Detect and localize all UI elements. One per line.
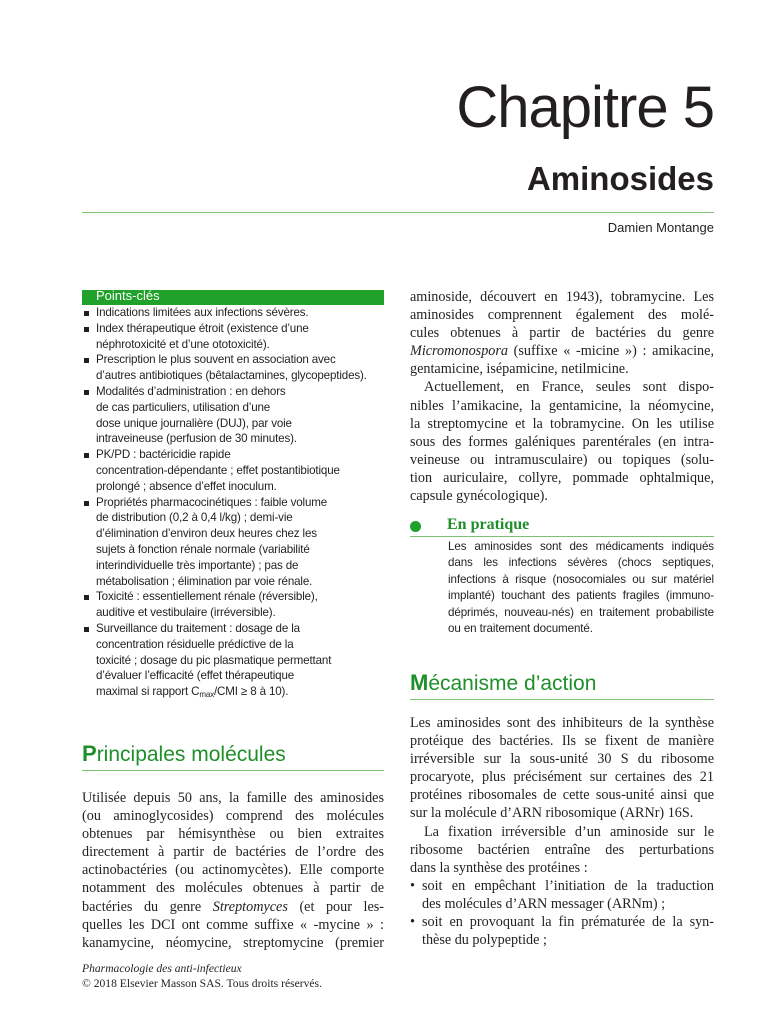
mecanisme-body — [410, 714, 714, 949]
text-line: de distribution (0,2 à 0,4 l/kg) ; demi-vie — [96, 511, 293, 525]
key-point-item — [82, 621, 384, 703]
genus-name: Micromonospora — [410, 343, 508, 360]
section-mecanisme-action — [410, 670, 714, 700]
text-line: infections à risque (nosocomiales ou sur matériel — [448, 572, 714, 586]
text-line: Index thérapeutique étroit (existence d’une — [96, 321, 309, 335]
text-line: kanamycine, néomycine, streptomycine (premier — [82, 934, 384, 951]
text-line — [82, 898, 384, 916]
copyright: © 2018 Elsevier Masson SAS. Tous droits réservés. — [82, 977, 322, 990]
text-line: Modalités d’administration : en dehors — [96, 384, 286, 398]
text-line: dans les infections sévères (chocs septiques, — [448, 556, 714, 570]
text-line: obtenues par hémisynthèse ou bien extraites — [82, 826, 384, 843]
text-line: gentamicine, isépamicine, netilmicine. — [410, 361, 629, 378]
title-rest: rincipales molécules — [96, 743, 286, 766]
text-line: Surveillance du traitement : dosage de la — [96, 621, 300, 635]
text-line: protéique des bactéries. Ils se fixent de manière — [410, 733, 714, 750]
text-line: capsule gynécologique). — [410, 488, 548, 505]
text-line: Indications limitées aux infections sévères. — [96, 306, 309, 319]
title-initial: P — [82, 741, 97, 766]
section-title — [410, 670, 714, 700]
key-point-item — [82, 447, 384, 494]
en-pratique-text — [448, 539, 714, 637]
title-initial: M — [410, 670, 429, 695]
text-line: (ou aminoglycosides) comprend des molécules — [82, 808, 384, 825]
text-line: Les aminosides sont des médicaments indiqués — [448, 540, 714, 553]
text-fragment: bactéries du genre — [82, 898, 213, 915]
text-line: PK/PD : bactéricidie rapide — [96, 448, 231, 462]
genus-name: Streptomyces — [212, 898, 288, 915]
text-line: tion auriculaire, collyre, pommade ophtalmique, — [410, 469, 714, 486]
text-line: des molécules d’ARN messager (ARNm) ; — [422, 895, 666, 912]
key-point-item — [82, 495, 384, 590]
text-line: Prescription le plus souvent en association avec — [96, 353, 336, 367]
text-line: • soit en provoquant la fin prématurée de la syn- — [422, 914, 714, 931]
text-line: veineuse ou intramusculaire) ou topiques (solu- — [410, 451, 714, 468]
key-point-item — [82, 384, 384, 447]
text-line: aminoside, découvert en 1943), tobramycine. Les — [410, 289, 714, 305]
section-title — [82, 741, 384, 771]
text-line: dans la synthèse des protéines : — [410, 859, 588, 876]
text-line: concentration résiduelle prédictive de la — [96, 637, 294, 651]
text-line: d’élimination d’environ deux heures chez les — [96, 527, 317, 541]
text-line: auditive et vestibulaire (irréversible). — [96, 606, 276, 620]
mechanism-bullets — [410, 877, 714, 949]
list-item — [410, 913, 714, 949]
text-line: de cas particuliers, utilisation d’une — [96, 400, 271, 414]
text-line: actinobactéries (ou actinomycètes). Elle comporte — [82, 862, 384, 879]
text-line: d’évaluer l’efficacité (effet thérapeutique — [96, 669, 295, 683]
text-line: aminosides comprennent également des molé- — [410, 307, 714, 324]
key-points-header: Points-clés — [82, 290, 384, 305]
en-pratique-header — [410, 518, 714, 537]
key-point-item — [82, 305, 384, 321]
text-line: cules obtenues à partir de bactéries du genre — [410, 325, 714, 342]
book-title: Pharmacologie des anti-infectieux — [82, 962, 242, 975]
text-fragment: (suffixe « -micine ») : amikacine, — [508, 343, 714, 360]
text-line: implanté) touchant des patients fragiles (immuno- — [448, 589, 714, 603]
key-points-box — [82, 290, 384, 703]
section-principales-molecules — [82, 741, 384, 771]
text-line: nibles l’amikacine, la gentamicine, la néomycine, — [410, 397, 714, 414]
text-line: ribosome bactérien entraîne des perturbations — [410, 841, 714, 858]
text-line: d’autres antibiotiques (bêtalactamines, glycopeptides). — [96, 369, 367, 383]
text-line: intraveineuse (perfusion de 30 minutes). — [96, 432, 297, 446]
key-points-list — [82, 305, 384, 703]
text-line: Les aminosides sont des inhibiteurs de la synthèse — [410, 715, 714, 731]
text-line: protéines ribosomales de cette sous-unité ainsi que — [410, 787, 714, 804]
title-rule — [82, 212, 714, 213]
text-line: sur la molécule d’ARN ribosomique (ARNr) 16S. — [410, 805, 694, 822]
text-line: interindividuelle très importante) ; pas de — [96, 558, 299, 572]
key-point-item — [82, 589, 384, 621]
text-line: sous des formes galéniques parentérales (en intra- — [410, 433, 714, 450]
author-name: Damien Montange — [607, 220, 714, 235]
text-line: • soit en empêchant l’initiation de la traduction — [422, 877, 714, 894]
text-line: quelles les DCI ont comme suffixe « -mycine » : — [82, 916, 384, 933]
key-point-item — [82, 352, 384, 384]
text-line: thèse du polypeptide ; — [422, 932, 547, 949]
text-line: la streptomycine et la tobramycine. On les utilise — [410, 415, 714, 432]
en-pratique-title: En pratique — [447, 516, 530, 533]
text-line: ou en traitement documenté. — [448, 622, 593, 636]
page-footer — [82, 961, 322, 991]
text-line: Propriétés pharmacocinétiques : faible volume — [96, 495, 328, 509]
text-line: Actuellement, en France, seules sont dispo- — [424, 379, 714, 396]
text-line: La fixation irréversible d’un aminoside sur le — [424, 823, 714, 840]
en-pratique-box — [410, 518, 714, 637]
key-point-item — [82, 321, 384, 353]
text-line: notamment des molécules obtenues à partir de — [82, 880, 384, 897]
text-line: toxicité ; dosage du pic plasmatique permettant — [96, 653, 332, 667]
text-line: déprimés, nouveau-nés) en traitement probabiliste — [448, 605, 714, 619]
list-item — [410, 877, 714, 913]
text-line: concentration-dépendante ; effet postantibiotique — [96, 463, 340, 477]
text-line: Utilisée depuis 50 ans, la famille des aminosides — [82, 790, 384, 806]
text-line: prolongé ; absence d’effet inoculum. — [96, 479, 277, 493]
text-line: métabolisation ; élimination par voie rénale. — [96, 574, 313, 588]
text-line: sujets à fonction rénale normale (variabilité — [96, 542, 310, 556]
subscript-max: max — [199, 690, 214, 700]
title-rest: écanisme d’action — [428, 672, 597, 695]
chapter-number: Chapitre 5 — [456, 75, 714, 140]
text-line: procaryote, plus précisément sur certaines des 21 — [410, 769, 714, 786]
text-line: irréversible sur la sous-unité 30 S du ribosome — [410, 751, 714, 768]
text-line — [410, 342, 714, 360]
chapter-title: Aminosides — [526, 160, 714, 197]
text-fragment: /CMI ≥ 8 à 10). — [213, 685, 289, 699]
bullet-dot-icon — [410, 521, 421, 532]
right-column-intro — [410, 288, 714, 505]
text-line: néphrotoxicité et d’une ototoxicité). — [96, 337, 270, 351]
text-line: directement à partir de bactéries de l’ordre des — [82, 844, 384, 861]
text-fragment: maximal si rapport C — [96, 685, 200, 699]
text-line — [96, 684, 384, 703]
text-fragment: (et pour les- — [287, 898, 384, 915]
principales-body — [82, 789, 384, 952]
text-line: Toxicité : essentiellement rénale (réversible), — [96, 590, 318, 604]
text-line: dose unique journalière (DUJ), par voie — [96, 416, 292, 430]
